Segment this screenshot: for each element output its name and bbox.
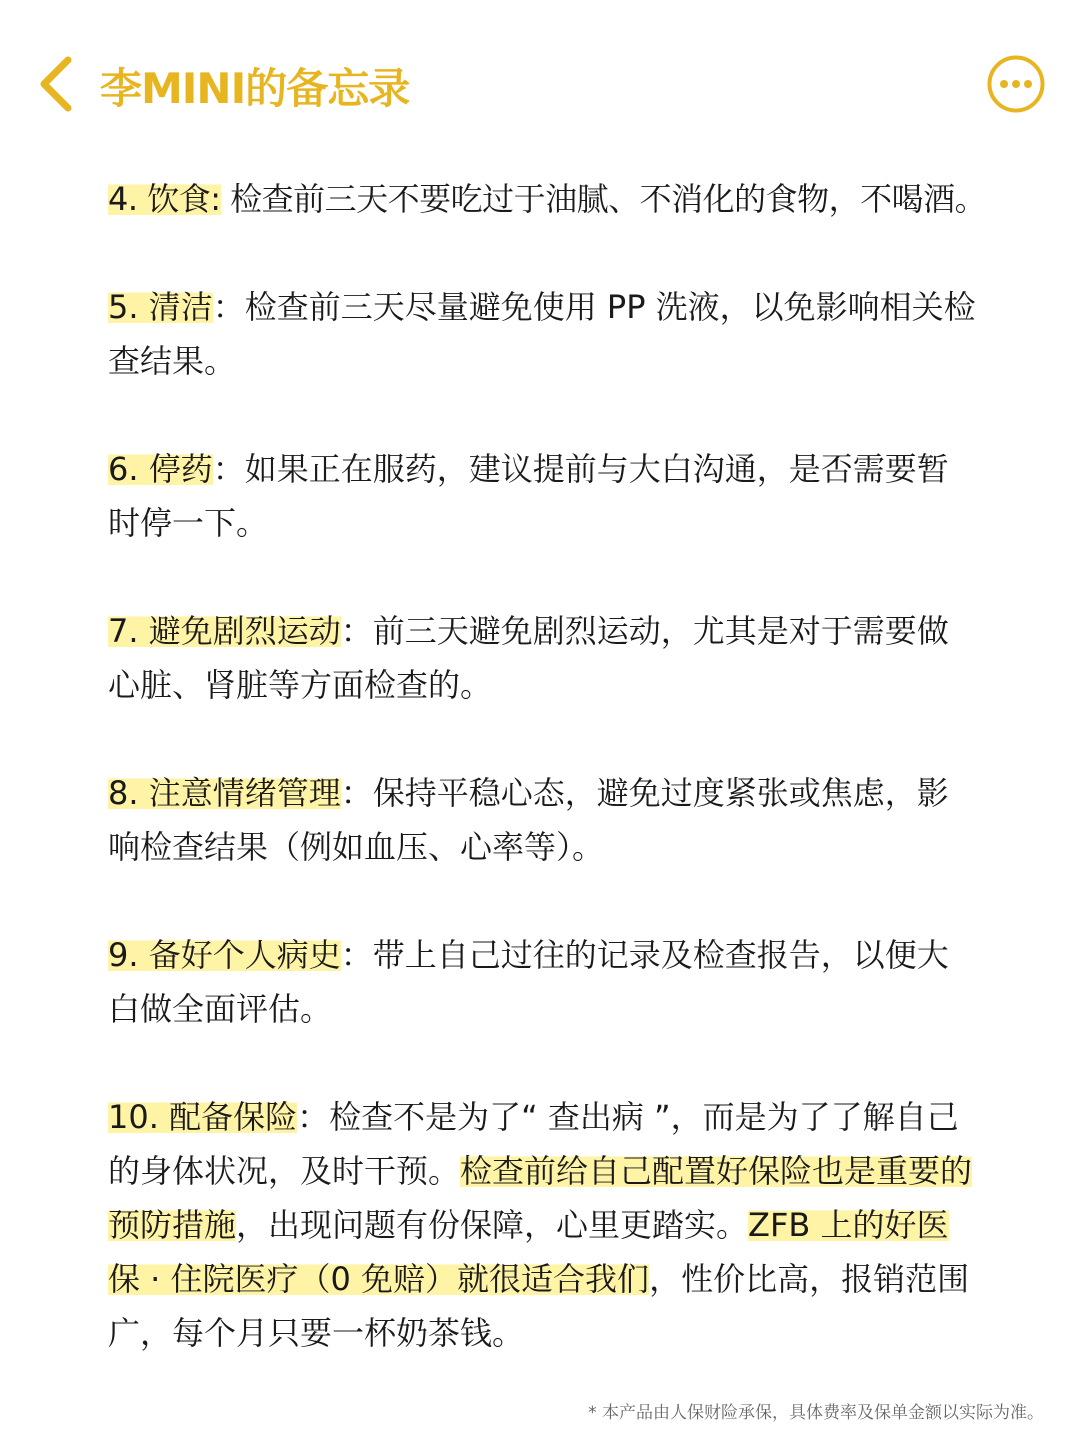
note-body [108,172,987,1414]
note-text: ，性价比高，报销范围广，每个月只要一杯奶茶钱。 [108,1260,970,1352]
more-horizontal-icon [986,54,1046,114]
back-button[interactable] [34,54,86,114]
note-label: 9. 备好个人病史 [108,936,341,974]
note-text: 检查前三天不要吃过于油腻、不消化的食物，不喝酒。 [220,180,987,218]
highlighted-text: ZFB 上的好医保 · 住院医疗（0 免赔）就很适合我们 [108,1206,949,1298]
note-item-avoid-exercise [108,604,978,712]
note-text: ：带上自己过往的记录及检查报告，以便大白做全面评估。 [108,936,949,1028]
note-label: 5. 清洁 [108,288,213,326]
note-label: 10. 配备保险 [108,1098,298,1136]
header-bar [0,0,1080,170]
note-text: ：前三天避免剧烈运动，尤其是对于需要做心脏、肾脏等方面检查的。 [108,612,949,704]
note-item-cleaning [108,280,978,388]
note-label: 8. 注意情绪管理 [108,774,341,812]
more-button[interactable] [986,54,1046,114]
note-text: ：检查前三天尽量避免使用 PP 洗液，以免影响相关检查结果。 [108,288,976,380]
note-text: ：检查不是为了“ 查出病 ”，而是为了了解自己的身体状况，及时干预。 [108,1098,959,1190]
note-label: 7. 避免剧烈运动 [108,612,341,650]
note-item-stop-medication [108,442,978,550]
note-label: 4. 饮食: [108,180,221,218]
note-text: ，出现问题有份保障，心里更踏实。 [236,1206,749,1244]
highlighted-text: 检查前给自己配置好保险也是重要的预防措施 [108,1152,973,1244]
note-item-emotion [108,766,978,874]
note-text: ：如果正在服药，建议提前与大白沟通，是否需要暂时停一下。 [108,450,949,542]
note-item-insurance [108,1090,978,1360]
disclaimer-footnote: * 本产品由人保财险承保，具体费率及保单金额以实际为准。 [588,1403,1044,1423]
note-item-medical-history [108,928,978,1036]
note-label: 6. 停药 [108,450,213,488]
note-item-diet [108,172,987,226]
note-text: ：保持平稳心态，避免过度紧张或焦虑，影响检查结果（例如血压、心率等）。 [108,774,949,866]
page-title: 李MINI的备忘录 [100,64,410,113]
chevron-left-icon [34,54,86,114]
